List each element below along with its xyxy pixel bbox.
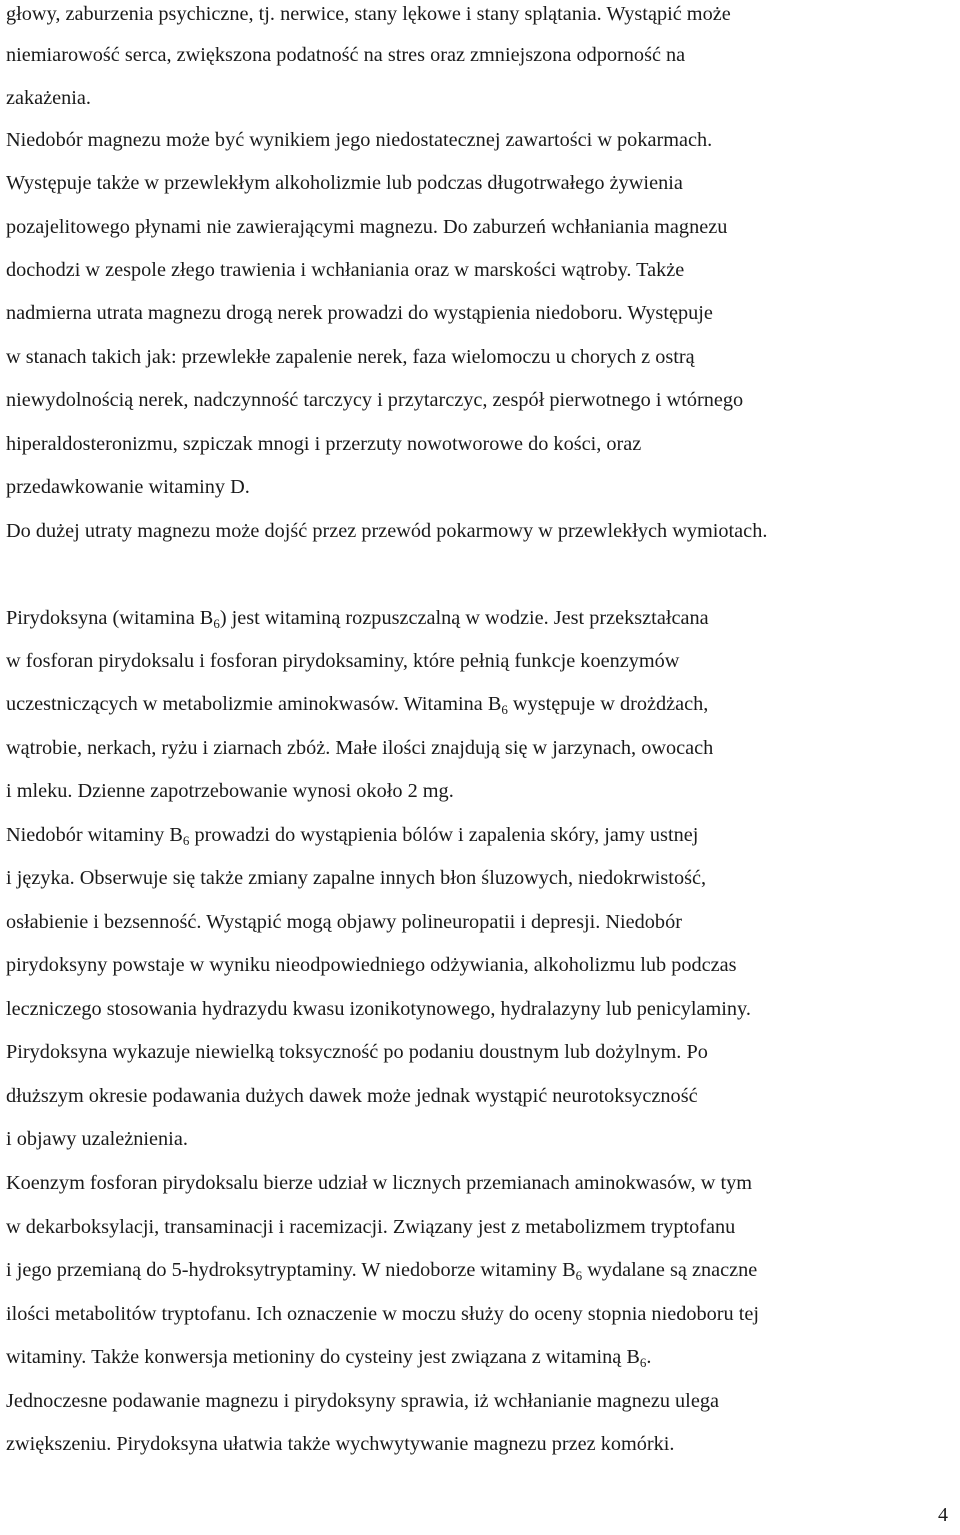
- text-line: Niedobór witaminy $B_6$ prowadzi do wystąpienia bólów i zapalenia skóry, jamy ustnej: [6, 824, 699, 848]
- text-line: i jego przemianą do 5-hydroksytryptaminy. W niedoborze witaminy $B_6$ wydalane są znaczne: [6, 1259, 758, 1283]
- text-line: Pirydoksyna (witamina $B_6$) jest witaminą rozpuszczalną w wodzie. Jest przekształcana: [6, 607, 709, 631]
- text-line: i mleku. Dzienne zapotrzebowanie wynosi około 2 mg.: [6, 780, 454, 802]
- text-line: niemiarowość serca, zwiększona podatność na stres oraz zmniejszona odporność na: [6, 44, 686, 66]
- page-number: 4: [938, 1504, 948, 1526]
- text-line: ilości metabolitów tryptofanu. Ich oznaczenie w moczu służy do oceny stopnia niedoboru tej: [6, 1303, 760, 1325]
- text-line: i języka. Obserwuje się także zmiany zapalne innych błon śluzowych, niedokrwistość,: [6, 867, 707, 889]
- text-line: w dekarboksylacji, transaminacji i racemizacji. Związany jest z metabolizmem tryptofanu: [6, 1216, 736, 1238]
- text-line: dłuższym okresie podawania dużych dawek może jednak wystąpić neurotoksyczność: [6, 1085, 698, 1107]
- text-line: w stanach takich jak: przewlekłe zapalenie nerek, faza wielomoczu u chorych z ostrą: [6, 346, 695, 368]
- text-line: pirydoksyny powstaje w wyniku nieodpowiedniego odżywiania, alkoholizmu lub podczas: [6, 954, 737, 976]
- text-line: Występuje także w przewlekłym alkoholizmie lub podczas długotrwałego żywienia: [6, 172, 683, 194]
- text-line: dochodzi w zespole złego trawienia i wchłaniania oraz w marskości wątroby. Także: [6, 259, 685, 281]
- text-line: niewydolnością nerek, nadczynność tarczycy i przytarczyc, zespół pierwotnego i wtórnego: [6, 389, 744, 411]
- text-line: pozajelitowego płynami nie zawierającymi magnezu. Do zaburzeń wchłaniania magnezu: [6, 216, 728, 238]
- text-line: Jednoczesne podawanie magnezu i pirydoksyny sprawia, iż wchłanianie magnezu ulega: [6, 1390, 719, 1412]
- text-line: przedawkowanie witaminy D.: [6, 476, 250, 498]
- text-line: witaminy. Także konwersja metioniny do cysteiny jest związana z witaminą $B_6$.: [6, 1346, 652, 1370]
- text-line: uczestniczących w metabolizmie aminokwasów. Witamina $B_6$ występuje w drożdżach,: [6, 693, 709, 717]
- text-line: zwiększeniu. Pirydoksyna ułatwia także wychwytywanie magnezu przez komórki.: [6, 1433, 675, 1455]
- text-line: Niedobór magnezu może być wynikiem jego niedostatecznej zawartości w pokarmach.: [6, 129, 713, 151]
- text-line: w fosforan pirydoksalu i fosforan pirydoksaminy, które pełnią funkcje koenzymów: [6, 650, 680, 672]
- text-line: wątrobie, nerkach, ryżu i ziarnach zbóż. Małe ilości znajdują się w jarzynach, owocach: [6, 737, 714, 759]
- text-line: zakażenia.: [6, 87, 91, 109]
- text-line: Pirydoksyna wykazuje niewielką toksyczność po podaniu doustnym lub dożylnym. Po: [6, 1041, 708, 1063]
- text-line: leczniczego stosowania hydrazydu kwasu izonikotynowego, hydralazyny lub penicylaminy.: [6, 998, 751, 1020]
- text-line: Koenzym fosforan pirydoksalu bierze udział w licznych przemianach aminokwasów, w tym: [6, 1172, 753, 1194]
- text-line: Do dużej utraty magnezu może dojść przez przewód pokarmowy w przewlekłych wymiotach.: [6, 520, 768, 542]
- text-line: głowy, zaburzenia psychiczne, tj. nerwice, stany lękowe i stany splątania. Wystąpić może: [6, 3, 731, 25]
- text-line: i objawy uzależnienia.: [6, 1128, 188, 1150]
- text-line: hiperaldosteronizmu, szpiczak mnogi i przerzuty nowotworowe do kości, oraz: [6, 433, 642, 455]
- text-line: nadmierna utrata magnezu drogą nerek prowadzi do wystąpienia niedoboru. Występuje: [6, 302, 713, 324]
- text-line: osłabienie i bezsenność. Wystąpić mogą objawy polineuropatii i depresji. Niedobór: [6, 911, 682, 933]
